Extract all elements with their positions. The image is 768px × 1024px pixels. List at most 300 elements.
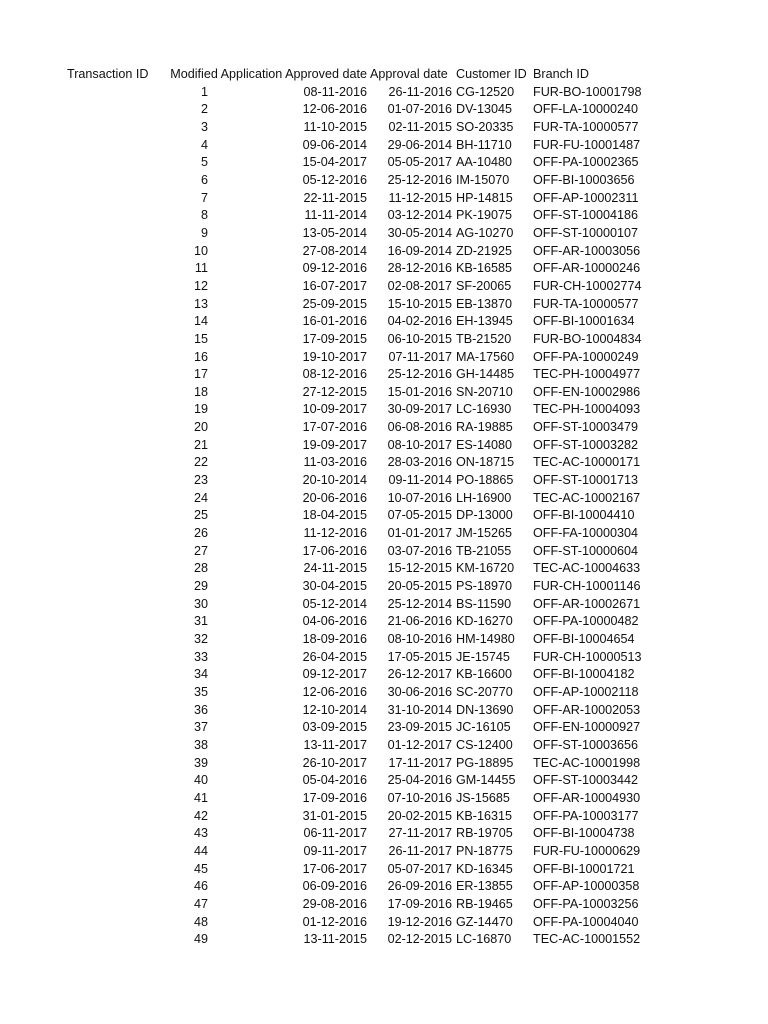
table-row — [0, 172, 768, 190]
branch-id-cell: OFF-AR-10003056 — [533, 243, 641, 258]
table-row — [0, 861, 768, 879]
customer-id-cell: EH-13945 — [456, 314, 513, 329]
transaction-id-cell: 37 — [193, 720, 208, 735]
table-row — [0, 560, 768, 578]
approved-date-cell: 16-07-2017 — [302, 278, 367, 293]
table-row — [0, 843, 768, 861]
branch-id-cell: OFF-LA-10000240 — [533, 102, 639, 117]
customer-id-cell: JM-15265 — [456, 526, 513, 541]
branch-id-cell: OFF-BI-10004738 — [533, 826, 635, 841]
approval-date-cell: 21-06-2016 — [387, 614, 452, 629]
approved-date-cell: 13-11-2015 — [303, 932, 367, 947]
approved-date-cell: 20-10-2014 — [302, 473, 367, 488]
approved-date-cell: 16-01-2016 — [302, 314, 367, 329]
approval-date-cell: 26-11-2017 — [388, 843, 452, 858]
branch-id-cell: FUR-BO-10004834 — [533, 331, 642, 346]
header-approval-date: Approval date — [370, 67, 448, 81]
table-row — [0, 190, 768, 208]
approval-date-cell: 19-12-2016 — [387, 914, 452, 929]
table-row — [0, 896, 768, 914]
customer-id-cell: HM-14980 — [456, 632, 515, 646]
customer-id-cell: SN-20710 — [456, 384, 513, 399]
branch-id-cell: OFF-EN-10000927 — [533, 720, 641, 735]
approval-date-cell: 02-12-2015 — [387, 932, 452, 947]
approved-date-cell: 27-08-2014 — [302, 243, 367, 258]
approved-date-cell: 18-04-2015 — [302, 508, 367, 523]
transaction-id-cell: 12 — [193, 278, 208, 293]
table-row — [0, 401, 768, 419]
transaction-id-cell: 42 — [193, 808, 208, 823]
table-row — [0, 260, 768, 278]
customer-id-cell: LC-16870 — [456, 932, 512, 947]
customer-id-cell: SO-20335 — [456, 119, 514, 134]
transaction-id-cell: 35 — [193, 684, 208, 699]
branch-id-cell: TEC-PH-10004093 — [533, 402, 641, 417]
transaction-id-cell: 19 — [193, 402, 208, 417]
transaction-id-cell: 34 — [193, 667, 208, 682]
approval-date-cell: 30-06-2016 — [387, 684, 452, 699]
header-transaction-id: Transaction ID — [67, 67, 149, 81]
customer-id-cell: JE-15745 — [456, 649, 510, 664]
approval-date-cell: 06-08-2016 — [387, 420, 452, 435]
customer-id-cell: LH-16900 — [456, 490, 512, 505]
table-row — [0, 225, 768, 243]
table-row — [0, 454, 768, 472]
customer-id-cell: CS-12400 — [456, 737, 513, 752]
approved-date-cell: 09-11-2017 — [303, 843, 367, 858]
approved-date-cell: 09-12-2017 — [302, 667, 367, 682]
approval-date-cell: 25-12-2016 — [387, 172, 452, 187]
approved-date-cell: 05-04-2016 — [302, 773, 367, 788]
branch-id-cell: OFF-PA-10002365 — [533, 155, 639, 170]
table-row — [0, 366, 768, 384]
branch-id-cell: OFF-FA-10000304 — [533, 526, 638, 541]
customer-id-cell: ER-13855 — [456, 879, 513, 894]
customer-id-cell: GH-14485 — [456, 367, 515, 382]
customer-id-cell: KD-16270 — [456, 614, 513, 629]
customer-id-cell: JC-16105 — [456, 720, 511, 735]
transaction-id-cell: 3 — [200, 119, 208, 134]
approval-date-cell: 01-12-2017 — [387, 737, 452, 752]
approved-date-cell: 12-06-2016 — [302, 102, 367, 117]
approved-date-cell: 15-04-2017 — [302, 155, 367, 170]
customer-id-cell: KB-16600 — [456, 667, 513, 682]
table-row — [0, 507, 768, 525]
table-row — [0, 137, 768, 155]
approved-date-cell: 22-11-2015 — [303, 190, 367, 205]
approval-date-cell: 15-01-2016 — [387, 384, 452, 399]
transaction-id-cell: 10 — [193, 243, 208, 258]
approved-date-cell: 12-06-2016 — [302, 684, 367, 699]
table-row — [0, 525, 768, 543]
transaction-id-cell: 11 — [194, 261, 208, 276]
approved-date-cell: 11-11-2014 — [304, 208, 367, 223]
customer-id-cell: TB-21520 — [456, 331, 512, 346]
transaction-id-cell: 46 — [193, 879, 208, 894]
branch-id-cell: OFF-AR-10004930 — [533, 790, 641, 805]
table-row — [0, 490, 768, 508]
approved-date-cell: 03-09-2015 — [302, 720, 367, 735]
transaction-id-cell: 7 — [200, 190, 208, 205]
customer-id-cell: GM-14455 — [456, 773, 516, 788]
approval-date-cell: 17-11-2017 — [388, 755, 452, 770]
table-row — [0, 914, 768, 932]
table-row — [0, 207, 768, 225]
customer-id-cell: KD-16345 — [456, 861, 513, 876]
transaction-id-cell: 5 — [200, 155, 208, 170]
approved-date-cell: 25-09-2015 — [302, 296, 367, 311]
approval-date-cell: 05-05-2017 — [387, 155, 452, 170]
branch-id-cell: OFF-ST-10000107 — [533, 225, 638, 240]
table-row — [0, 578, 768, 596]
approved-date-cell: 17-06-2017 — [302, 861, 367, 876]
approved-date-cell: 29-08-2016 — [302, 896, 367, 911]
customer-id-cell: DP-13000 — [456, 508, 513, 523]
transaction-id-cell: 33 — [193, 649, 208, 664]
branch-id-cell: TEC-AC-10001552 — [533, 932, 641, 947]
transaction-id-cell: 4 — [200, 137, 208, 152]
transaction-id-cell: 20 — [193, 420, 208, 435]
table-row — [0, 755, 768, 773]
approved-date-cell: 06-09-2016 — [302, 879, 367, 894]
branch-id-cell: OFF-ST-10000604 — [533, 543, 638, 558]
branch-id-cell: FUR-BO-10001798 — [533, 84, 642, 99]
approved-date-cell: 13-11-2017 — [303, 737, 367, 752]
branch-id-cell: OFF-ST-10003282 — [533, 437, 638, 452]
approval-date-cell: 25-04-2016 — [387, 773, 452, 788]
transaction-id-cell: 44 — [193, 843, 208, 858]
approval-date-cell: 07-05-2015 — [387, 508, 452, 523]
customer-id-cell: GZ-14470 — [456, 914, 513, 929]
customer-id-cell: PN-18775 — [456, 843, 513, 858]
approved-date-cell: 20-06-2016 — [302, 490, 367, 505]
approved-date-cell: 09-06-2014 — [302, 137, 367, 152]
transaction-id-cell: 2 — [200, 102, 208, 117]
approval-date-cell: 07-11-2017 — [388, 349, 452, 364]
transactions-table — [0, 66, 768, 949]
customer-id-cell: DN-13690 — [456, 702, 514, 717]
branch-id-cell: OFF-AP-10000358 — [533, 879, 640, 894]
approval-date-cell: 30-09-2017 — [387, 402, 452, 417]
table-row — [0, 543, 768, 561]
transaction-id-cell: 43 — [193, 826, 208, 841]
table-row — [0, 666, 768, 684]
approval-date-cell: 30-05-2014 — [387, 225, 452, 240]
approval-date-cell: 17-09-2016 — [387, 896, 452, 911]
branch-id-cell: FUR-TA-10000577 — [533, 296, 639, 311]
approved-date-cell: 05-12-2016 — [302, 172, 367, 187]
approval-date-cell: 10-07-2016 — [387, 490, 452, 505]
branch-id-cell: FUR-FU-10000629 — [533, 843, 641, 858]
customer-id-cell: SC-20770 — [456, 684, 513, 699]
approved-date-cell: 19-10-2017 — [302, 349, 367, 364]
approval-date-cell: 25-12-2014 — [387, 596, 452, 611]
branch-id-cell: OFF-BI-10001634 — [533, 314, 635, 329]
table-row — [0, 313, 768, 331]
transaction-id-cell: 17 — [193, 367, 208, 382]
customer-id-cell: DV-13045 — [456, 102, 513, 117]
branch-id-cell: OFF-BI-10001721 — [533, 861, 635, 876]
approval-date-cell: 07-10-2016 — [387, 790, 452, 805]
branch-id-cell: OFF-PA-10003177 — [533, 808, 639, 823]
customer-id-cell: SF-20065 — [456, 278, 512, 293]
approval-date-cell: 08-10-2016 — [387, 632, 452, 646]
table-row — [0, 649, 768, 667]
customer-id-cell: IM-15070 — [456, 172, 510, 187]
approved-date-cell: 13-05-2014 — [302, 225, 367, 240]
branch-id-cell: TEC-AC-10004633 — [533, 561, 641, 576]
approval-date-cell: 03-07-2016 — [387, 543, 452, 558]
transaction-id-cell: 1 — [200, 84, 208, 99]
customer-id-cell: PK-19075 — [456, 208, 513, 223]
approval-date-cell: 26-11-2016 — [388, 84, 452, 99]
customer-id-cell: RA-19885 — [456, 420, 513, 435]
customer-id-cell: ES-14080 — [456, 437, 513, 452]
transaction-id-cell: 6 — [200, 172, 208, 187]
table-row — [0, 472, 768, 490]
approval-date-cell: 04-02-2016 — [387, 314, 452, 329]
approval-date-cell: 25-12-2016 — [387, 367, 452, 382]
branch-id-cell: OFF-ST-10001713 — [533, 473, 638, 488]
customer-id-cell: MA-17560 — [456, 349, 515, 364]
table-row — [0, 684, 768, 702]
customer-id-cell: KB-16315 — [456, 808, 513, 823]
customer-id-cell: ON-18715 — [456, 455, 515, 470]
header-customer-id: Customer ID — [456, 67, 527, 81]
branch-id-cell: OFF-AR-10002053 — [533, 702, 641, 717]
branch-id-cell: OFF-PA-10004040 — [533, 914, 639, 929]
table-row — [0, 101, 768, 119]
table-row — [0, 737, 768, 755]
branch-id-cell: OFF-AR-10000246 — [533, 261, 641, 276]
transaction-id-cell: 8 — [200, 208, 208, 223]
transaction-id-cell: 48 — [193, 914, 208, 929]
transaction-id-cell: 13 — [193, 296, 208, 311]
transaction-id-cell: 31 — [193, 614, 208, 629]
approval-date-cell: 28-03-2016 — [387, 455, 452, 470]
customer-id-cell: RB-19705 — [456, 826, 513, 841]
table-row — [0, 808, 768, 826]
approved-date-cell: 30-04-2015 — [302, 579, 367, 594]
branch-id-cell: FUR-TA-10000577 — [533, 119, 639, 134]
branch-id-cell: FUR-CH-10000513 — [533, 649, 642, 664]
table-row — [0, 772, 768, 790]
transaction-id-cell: 24 — [193, 490, 208, 505]
table-row — [0, 154, 768, 172]
customer-id-cell: PG-18895 — [456, 755, 514, 770]
approved-date-cell: 31-01-2015 — [302, 808, 367, 823]
branch-id-cell: TEC-AC-10002167 — [533, 490, 641, 505]
table-row — [0, 719, 768, 737]
table-row — [0, 631, 768, 649]
table-row — [0, 419, 768, 437]
transaction-id-cell: 16 — [193, 349, 208, 364]
approval-date-cell: 01-07-2016 — [387, 102, 452, 117]
transaction-id-cell: 47 — [193, 896, 208, 911]
table-row — [0, 384, 768, 402]
approved-date-cell: 26-04-2015 — [302, 649, 367, 664]
approval-date-cell: 27-11-2017 — [388, 826, 452, 841]
branch-id-cell: OFF-AP-10002311 — [533, 190, 639, 205]
approved-date-cell: 06-11-2017 — [303, 826, 367, 841]
approved-date-cell: 18-09-2016 — [302, 632, 367, 646]
approval-date-cell: 06-10-2015 — [387, 331, 452, 346]
approval-date-cell: 28-12-2016 — [387, 261, 452, 276]
transaction-id-cell: 30 — [193, 596, 208, 611]
branch-id-cell: TEC-AC-10000171 — [533, 455, 641, 470]
approval-date-cell: 01-01-2017 — [387, 526, 452, 541]
approved-date-cell: 17-06-2016 — [302, 543, 367, 558]
approved-date-cell: 11-12-2016 — [303, 526, 367, 541]
approved-date-cell: 17-09-2015 — [302, 331, 367, 346]
branch-id-cell: FUR-CH-10002774 — [533, 278, 642, 293]
approval-date-cell: 15-12-2015 — [387, 561, 452, 576]
branch-id-cell: OFF-AR-10002671 — [533, 596, 641, 611]
approval-date-cell: 09-11-2014 — [388, 473, 452, 488]
approval-date-cell: 23-09-2015 — [387, 720, 452, 735]
customer-id-cell: KM-16720 — [456, 561, 515, 576]
approved-date-cell: 08-12-2016 — [302, 367, 367, 382]
table-row — [0, 349, 768, 367]
transaction-id-cell: 28 — [193, 561, 208, 576]
transaction-id-cell: 41 — [193, 790, 208, 805]
approval-date-cell: 20-02-2015 — [387, 808, 452, 823]
branch-id-cell: OFF-EN-10002986 — [533, 384, 641, 399]
transaction-id-cell: 32 — [193, 632, 208, 646]
branch-id-cell: TEC-PH-10004977 — [533, 367, 641, 382]
customer-id-cell: CG-12520 — [456, 84, 515, 99]
customer-id-cell: LC-16930 — [456, 402, 512, 417]
approval-date-cell: 20-05-2015 — [387, 579, 452, 594]
approval-date-cell: 29-06-2014 — [387, 137, 452, 152]
table-row — [0, 278, 768, 296]
table-row — [0, 437, 768, 455]
transaction-id-cell: 26 — [193, 526, 208, 541]
branch-id-cell: FUR-FU-10001487 — [533, 137, 641, 152]
approval-date-cell: 31-10-2014 — [387, 702, 452, 717]
approval-date-cell: 17-05-2015 — [387, 649, 452, 664]
approved-date-cell: 19-09-2017 — [302, 437, 367, 452]
branch-id-cell: OFF-PA-10000482 — [533, 614, 639, 629]
approved-date-cell: 04-06-2016 — [302, 614, 367, 629]
approved-date-cell: 27-12-2015 — [302, 384, 367, 399]
table-row — [0, 931, 768, 949]
approved-date-cell: 08-11-2016 — [303, 84, 367, 99]
approval-date-cell: 11-12-2015 — [388, 190, 452, 205]
transaction-id-cell: 9 — [200, 225, 208, 240]
transaction-id-cell: 39 — [193, 755, 208, 770]
transaction-id-cell: 40 — [193, 773, 208, 788]
approved-date-cell: 09-12-2016 — [302, 261, 367, 276]
transaction-id-cell: 29 — [193, 579, 208, 594]
table-row — [0, 243, 768, 261]
table-body — [0, 84, 768, 949]
customer-id-cell: AA-10480 — [456, 155, 513, 170]
transaction-id-cell: 36 — [193, 702, 208, 717]
transaction-id-cell: 49 — [193, 932, 208, 947]
branch-id-cell: OFF-AP-10002118 — [533, 684, 639, 699]
table-row — [0, 702, 768, 720]
approval-date-cell: 05-07-2017 — [387, 861, 452, 876]
table-row — [0, 613, 768, 631]
approval-date-cell: 26-09-2016 — [387, 879, 452, 894]
transaction-id-cell: 14 — [193, 314, 208, 329]
approved-date-cell: 11-10-2015 — [303, 119, 367, 134]
customer-id-cell: TB-21055 — [456, 543, 512, 558]
customer-id-cell: BS-11590 — [456, 596, 512, 611]
approval-date-cell: 03-12-2014 — [387, 208, 452, 223]
customer-id-cell: PS-18970 — [456, 579, 513, 594]
approved-date-cell: 12-10-2014 — [302, 702, 367, 717]
branch-id-cell: OFF-BI-10003656 — [533, 172, 635, 187]
customer-id-cell: PO-18865 — [456, 473, 514, 488]
branch-id-cell: OFF-BI-10004410 — [533, 508, 635, 523]
table-row — [0, 878, 768, 896]
transaction-id-cell: 38 — [193, 737, 208, 752]
branch-id-cell: OFF-PA-10000249 — [533, 349, 639, 364]
table-row — [0, 825, 768, 843]
approved-date-cell: 10-09-2017 — [302, 402, 367, 417]
transaction-id-cell: 15 — [193, 331, 208, 346]
transaction-id-cell: 18 — [193, 384, 208, 399]
table-row — [0, 296, 768, 314]
transaction-id-cell: 21 — [193, 437, 208, 452]
transaction-id-cell: 23 — [193, 473, 208, 488]
customer-id-cell: JS-15685 — [456, 790, 510, 805]
table-row — [0, 331, 768, 349]
transaction-id-cell: 22 — [193, 455, 208, 470]
table-row — [0, 84, 768, 102]
branch-id-cell: FUR-CH-10001146 — [533, 579, 641, 594]
table-row — [0, 119, 768, 137]
approved-date-cell: 24-11-2015 — [303, 561, 367, 576]
transaction-id-cell: 25 — [193, 508, 208, 523]
approval-date-cell: 15-10-2015 — [387, 296, 452, 311]
branch-id-cell: OFF-BI-10004654 — [533, 632, 635, 646]
approved-date-cell: 05-12-2014 — [302, 596, 367, 611]
table-row — [0, 790, 768, 808]
branch-id-cell: OFF-ST-10003656 — [533, 737, 638, 752]
customer-id-cell: BH-11710 — [456, 137, 512, 152]
table-row — [0, 596, 768, 614]
transaction-id-cell: 45 — [193, 861, 208, 876]
branch-id-cell: OFF-BI-10004182 — [533, 667, 635, 682]
approved-date-cell: 17-09-2016 — [302, 790, 367, 805]
approval-date-cell: 16-09-2014 — [387, 243, 452, 258]
customer-id-cell: KB-16585 — [456, 261, 513, 276]
approved-date-cell: 11-03-2016 — [303, 455, 367, 470]
approved-date-cell: 17-07-2016 — [302, 420, 367, 435]
header-approved-date: Modified Application Approved date — [170, 67, 367, 81]
customer-id-cell: AG-10270 — [456, 225, 514, 240]
approval-date-cell: 02-08-2017 — [387, 278, 452, 293]
branch-id-cell: OFF-ST-10004186 — [533, 208, 638, 223]
branch-id-cell: OFF-PA-10003256 — [533, 896, 639, 911]
approved-date-cell: 01-12-2016 — [302, 914, 367, 929]
branch-id-cell: TEC-AC-10001998 — [533, 755, 641, 770]
transaction-id-cell: 27 — [193, 543, 208, 558]
customer-id-cell: ZD-21925 — [456, 243, 513, 258]
approved-date-cell: 26-10-2017 — [302, 755, 367, 770]
customer-id-cell: EB-13870 — [456, 296, 513, 311]
customer-id-cell: HP-14815 — [456, 190, 513, 205]
approval-date-cell: 02-11-2015 — [388, 119, 452, 134]
branch-id-cell: OFF-ST-10003442 — [533, 773, 638, 788]
branch-id-cell: OFF-ST-10003479 — [533, 420, 638, 435]
header-branch-id: Branch ID — [533, 67, 589, 81]
approval-date-cell: 08-10-2017 — [387, 437, 452, 452]
approval-date-cell: 26-12-2017 — [387, 667, 452, 682]
